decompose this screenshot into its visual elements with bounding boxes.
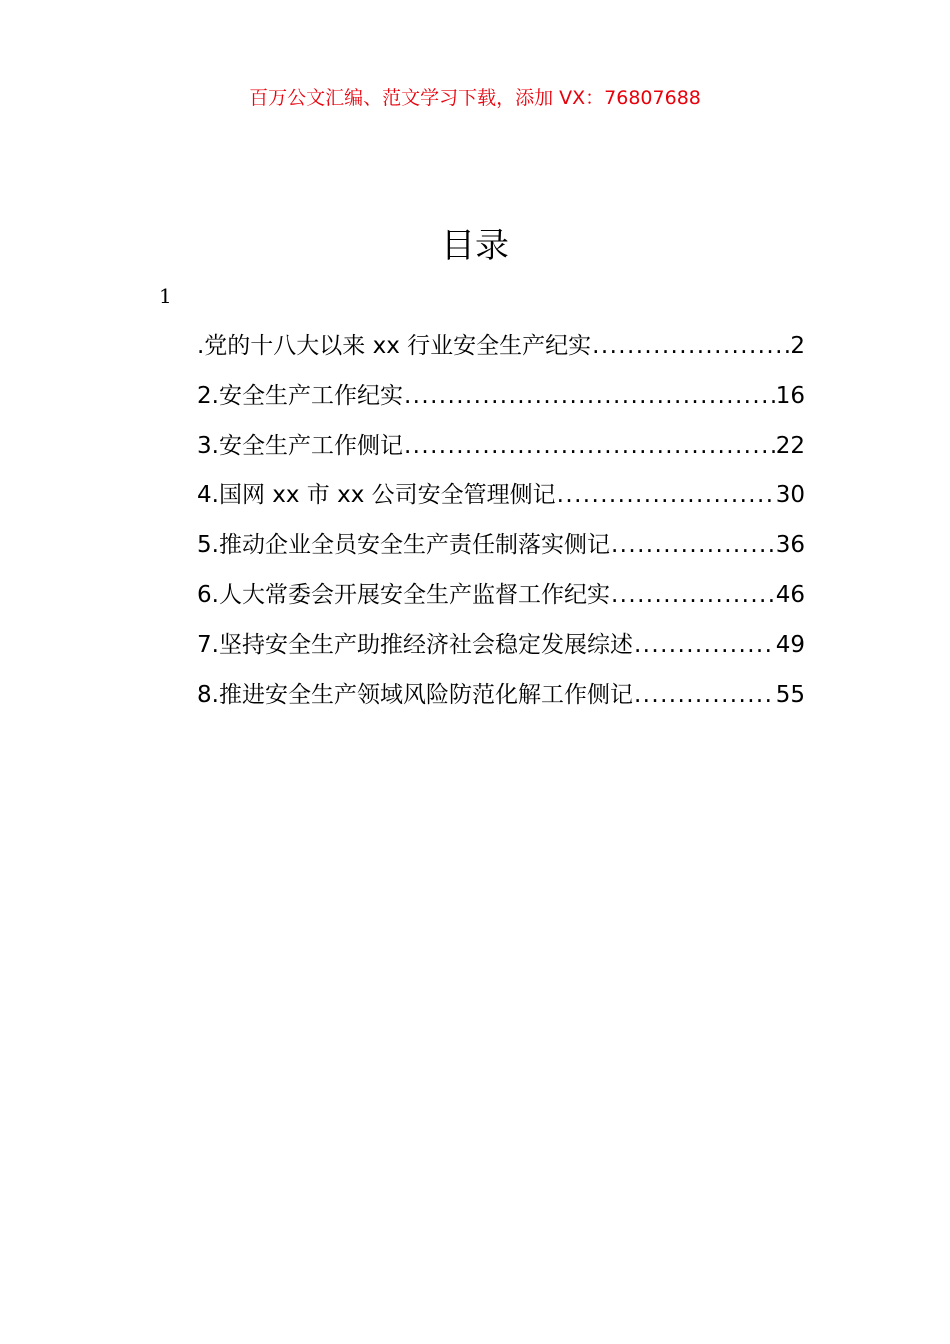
- page-title: 目录: [441, 226, 509, 266]
- toc-dot-leader: [611, 527, 775, 563]
- toc-dot-leader: [634, 677, 775, 713]
- toc-dot-leader: [634, 627, 775, 663]
- toc-entry-title: .党的十八大以来 xx 行业安全生产纪实: [197, 333, 592, 359]
- toc-dot-leader: [611, 577, 775, 613]
- toc-entry-title: 2.安全生产工作纪实: [197, 382, 403, 409]
- toc-entry[interactable]: [197, 378, 805, 428]
- toc-entry-title: 8.推进安全生产领域风险防范化解工作侧记: [197, 681, 633, 708]
- toc-page-number: 22: [775, 432, 805, 459]
- toc-entry-title: 6.人大常委会开展安全生产监督工作纪实: [197, 581, 610, 608]
- stray-number: 1: [159, 284, 172, 308]
- toc-list: [197, 328, 805, 726]
- toc-dot-leader: [404, 378, 775, 414]
- toc-entry[interactable]: [197, 577, 805, 627]
- toc-page-number: 46: [775, 581, 805, 608]
- toc-page-number: 36: [775, 532, 805, 559]
- toc-dot-leader: [592, 328, 789, 364]
- toc-page-number: 30: [775, 482, 805, 509]
- toc-entry-title: 3.安全生产工作侧记: [197, 432, 403, 459]
- toc-entry[interactable]: [197, 677, 805, 727]
- toc-entry[interactable]: [197, 627, 805, 677]
- toc-dot-leader: [557, 477, 775, 513]
- toc-page-number: 55: [775, 681, 805, 708]
- toc-entry[interactable]: [197, 328, 805, 378]
- header-note: 百万公文汇编、范文学习下载，添加 VX：76807688: [249, 87, 701, 109]
- toc-page-number: 2: [790, 333, 805, 359]
- toc-page-number: 49: [775, 631, 805, 658]
- toc-entry-title: 4.国网 xx 市 xx 公司安全管理侧记: [197, 482, 556, 509]
- toc-entry-title: 5.推动企业全员安全生产责任制落实侧记: [197, 532, 610, 559]
- toc-dot-leader: [404, 428, 775, 464]
- toc-entry[interactable]: [197, 477, 805, 527]
- toc-page-number: 16: [775, 382, 805, 409]
- toc-entry[interactable]: [197, 527, 805, 577]
- toc-entry-title: 7.坚持安全生产助推经济社会稳定发展综述: [197, 631, 633, 658]
- toc-entry[interactable]: [197, 428, 805, 478]
